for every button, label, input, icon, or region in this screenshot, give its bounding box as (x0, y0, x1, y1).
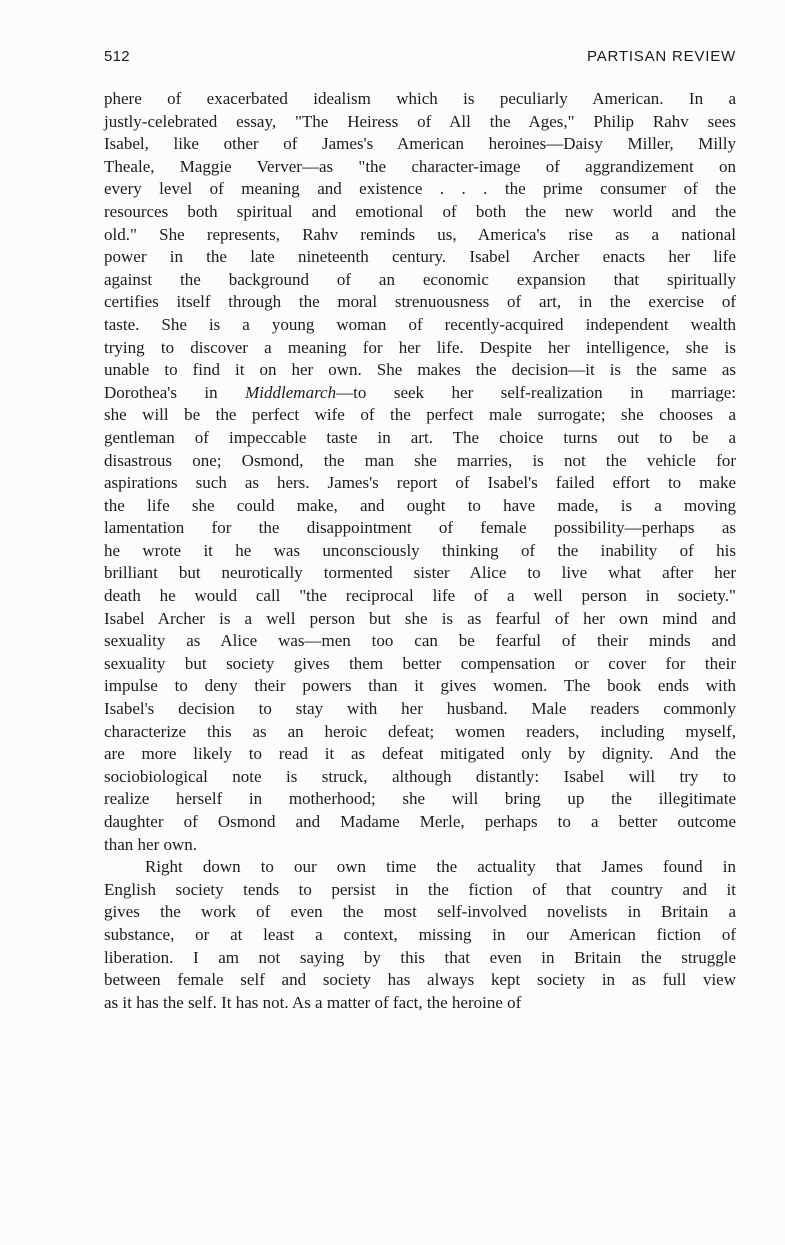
text-line: Right down to our own time the actuality that James found in (145, 857, 736, 877)
text-line: than her own. (104, 834, 198, 854)
text-line: Theale, Maggie Verver—as "the character-image of aggrandizement on (104, 156, 736, 176)
text-line: Isabel's decision to stay with her husband. Male readers commonly (104, 699, 736, 719)
text-line: old." She represents, Rahv reminds us, America's rise as a national (104, 224, 736, 244)
text-line: aspirations such as hers. James's report of Isabel's failed effort to make (104, 473, 736, 493)
text-line: justly-celebrated essay, "The Heiress of All the Ages," Philip Rahv sees (104, 111, 736, 131)
text-line: he wrote it he was unconsciously thinking of the inability of his (104, 540, 736, 560)
text-line: resources both spiritual and emotional of both the new world and the (104, 201, 736, 221)
text-line: taste. She is a young woman of recently-acquired independent wealth (104, 314, 736, 334)
text-line: trying to discover a meaning for her life. Despite her intelligence, she is (104, 337, 736, 357)
text-line: as it has the self. It has not. As a matter of fact, the heroine of (104, 992, 522, 1012)
text-line: certifies itself through the moral strenuousness of art, in the exercise of (104, 292, 736, 312)
body-text (104, 88, 736, 1014)
paragraph-1 (104, 88, 736, 856)
text-line: realize herself in motherhood; she will bring up the illegitimate (104, 789, 736, 809)
text-line: Isabel, like other of James's American heroines—Daisy Miller, Milly (104, 134, 736, 154)
text-line: power in the late nineteenth century. Isabel Archer enacts her life (104, 247, 736, 267)
text-line: impulse to deny their powers than it gives women. The book ends with (104, 676, 736, 696)
text-run: —to seek her self-realization in marriage: (336, 382, 736, 402)
page-number: 512 (104, 48, 130, 65)
text-line: sociobiological note is struck, although distantly: Isabel will try to (104, 766, 736, 786)
text-line: gentleman of impeccable taste in art. The choice turns out to be a (104, 427, 736, 447)
text-line: Isabel Archer is a well person but she is as fearful of her own mind and (104, 608, 736, 628)
text-line: unable to find it on her own. She makes the decision—it is the same as (104, 360, 736, 380)
running-head (104, 48, 736, 68)
text-line: every level of meaning and existence . . . the prime consumer of the (104, 179, 736, 199)
text-line: against the background of an economic expansion that spiritually (104, 269, 736, 289)
text-line: phere of exacerbated idealism which is peculiarly American. In a (104, 89, 736, 108)
text-line: liberation. I am not saying by this that even in Britain the struggle (104, 947, 736, 967)
text-line: the life she could make, and ought to have made, is a moving (104, 495, 736, 515)
text-line: characterize this as an heroic defeat; women readers, including myself, (104, 721, 736, 741)
text-line: English society tends to persist in the fiction of that country and it (104, 879, 736, 899)
text-run: Dorothea's in (104, 382, 246, 402)
paragraph-2 (104, 856, 736, 1014)
journal-title: PARTISAN REVIEW (587, 48, 736, 65)
text-line (104, 382, 736, 405)
text-line: substance, or at least a context, missing in our American fiction of (104, 924, 736, 944)
text-line: she will be the perfect wife of the perfect male surrogate; she chooses a (104, 405, 736, 425)
book-title-italic: Middlemarch (245, 382, 337, 402)
text-line: gives the work of even the most self-involved novelists in Britain a (104, 902, 736, 922)
text-line: daughter of Osmond and Madame Merle, perhaps to a better outcome (104, 812, 736, 831)
text-line: brilliant but neurotically tormented sister Alice to live what after her (104, 563, 736, 583)
text-line: disastrous one; Osmond, the man she marries, is not the vehicle for (104, 450, 736, 470)
text-line: sexuality but society gives them better compensation or cover for their (104, 653, 736, 673)
text-line: are more likely to read it as defeat mitigated only by dignity. And the (104, 744, 736, 764)
text-line: death he would call "the reciprocal life of a well person in society." (104, 586, 736, 606)
text-line: lamentation for the disappointment of female possibility—perhaps as (104, 518, 736, 538)
text-line: between female self and society has always kept society in as full view (104, 970, 736, 990)
text-line: sexuality as Alice was—men too can be fearful of their minds and (104, 631, 736, 651)
